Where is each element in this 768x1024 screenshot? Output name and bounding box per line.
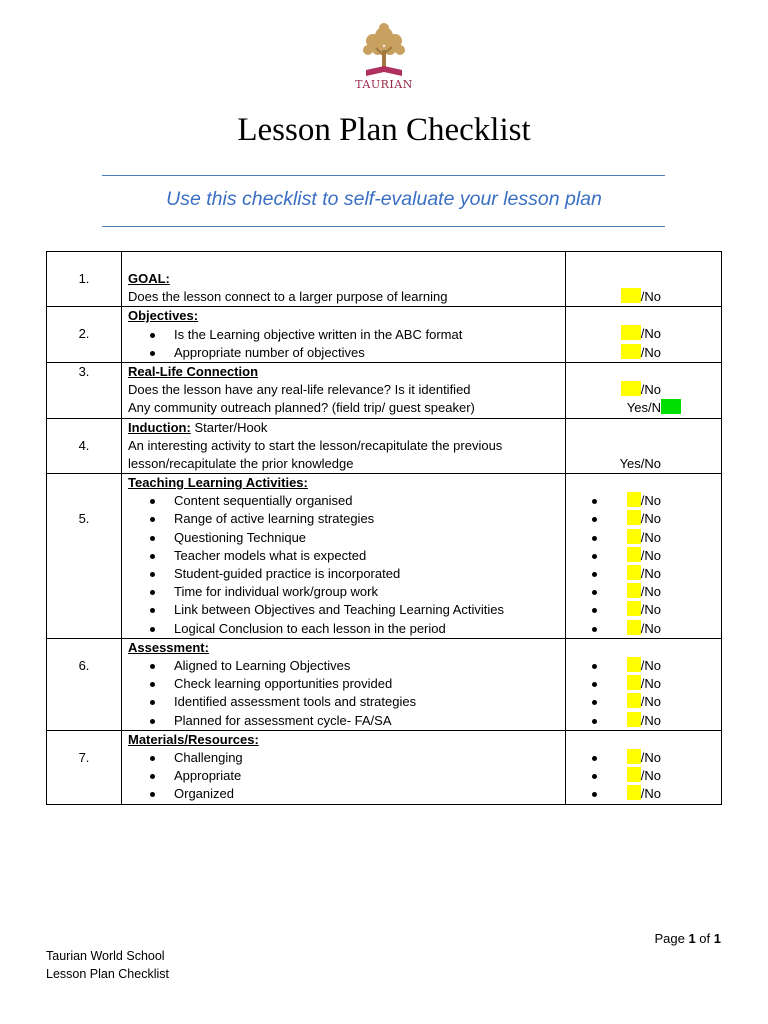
row-description bbox=[122, 307, 566, 363]
row-number: 1. bbox=[47, 252, 122, 307]
bottom-divider bbox=[102, 226, 665, 227]
criterion-item: Appropriate number of objectives bbox=[128, 344, 565, 362]
yes-highlight bbox=[627, 510, 641, 525]
answer-item bbox=[566, 529, 661, 547]
answer-text: /No bbox=[640, 694, 661, 710]
answer-cell bbox=[566, 252, 722, 307]
answer-item bbox=[566, 712, 661, 730]
answer-cell bbox=[566, 730, 722, 804]
answer-item bbox=[566, 693, 661, 711]
criterion-item: Content sequentially organised bbox=[128, 492, 565, 510]
answer-text: /No bbox=[640, 511, 661, 527]
criterion-item: Appropriate bbox=[128, 767, 565, 785]
answer-cell bbox=[566, 638, 722, 730]
section-header: Real-Life Connection bbox=[128, 363, 259, 379]
page-number: Page 1 of 1 bbox=[654, 931, 721, 946]
answer-text: Yes/N bbox=[626, 400, 661, 416]
yes-highlight bbox=[627, 693, 641, 708]
criterion-text: Any community outreach planned? (field trip/ guest speaker) bbox=[128, 400, 475, 416]
row-number: 4. bbox=[47, 418, 122, 474]
row-number: 2. bbox=[47, 307, 122, 363]
section-header: Assessment: bbox=[128, 639, 209, 655]
table-row bbox=[47, 638, 722, 730]
row-description bbox=[122, 252, 566, 307]
answer-text: /No bbox=[640, 529, 661, 545]
criterion-item: Planned for assessment cycle- FA/SA bbox=[128, 712, 565, 730]
row-number: 6. bbox=[47, 638, 122, 730]
row-number: 3. bbox=[47, 362, 122, 418]
answer-item bbox=[566, 601, 661, 619]
footer bbox=[46, 947, 169, 983]
criterion-item: Identified assessment tools and strategies bbox=[128, 693, 565, 711]
table-row bbox=[47, 418, 722, 474]
criterion-text: An interesting activity to start the lesson/recapitulate the previous bbox=[128, 437, 503, 453]
yes-highlight bbox=[627, 620, 641, 635]
answer-cell bbox=[566, 474, 722, 639]
yes-highlight bbox=[627, 565, 641, 580]
answer-text: /No bbox=[640, 657, 661, 673]
row-description bbox=[122, 474, 566, 639]
criterion-item: Student-guided practice is incorporated bbox=[128, 565, 565, 583]
logo-text: TAURIAN bbox=[355, 78, 413, 91]
criterion-item: Aligned to Learning Objectives bbox=[128, 657, 565, 675]
yes-highlight bbox=[627, 547, 641, 562]
answer-text: /No bbox=[640, 289, 661, 304]
answer-item bbox=[566, 785, 661, 803]
table-row bbox=[47, 307, 722, 363]
row-description: Induction: Starter/Hook An interesting activity to start the lesson/recapitulate the previous lesson/recapitulate the prior knowledge bbox=[122, 418, 566, 474]
table-row bbox=[47, 252, 722, 307]
answer-item bbox=[566, 583, 661, 601]
criterion-text: Does the lesson connect to a larger purpose of learning bbox=[128, 289, 448, 305]
section-header: Induction: bbox=[128, 419, 191, 435]
tree-book-icon bbox=[358, 22, 410, 78]
answer-text: /No bbox=[640, 326, 661, 342]
footer-doc-name: Lesson Plan Checklist bbox=[46, 967, 169, 981]
yes-highlight bbox=[627, 492, 641, 507]
criterion-item: Logical Conclusion to each lesson in the period bbox=[128, 620, 565, 638]
yes-highlight bbox=[627, 785, 641, 800]
answer-item bbox=[566, 565, 661, 583]
footer-school: Taurian World School bbox=[46, 949, 165, 963]
answer-cell bbox=[566, 307, 722, 363]
answer-cell bbox=[566, 418, 722, 474]
yes-highlight bbox=[627, 675, 641, 690]
checklist-table bbox=[46, 251, 722, 805]
criterion-text: lesson/recapitulate the prior knowledge bbox=[128, 455, 354, 471]
criterion-item: Challenging bbox=[128, 749, 565, 767]
yes-highlight bbox=[627, 712, 641, 727]
answer-item bbox=[566, 547, 661, 565]
top-divider bbox=[102, 175, 665, 176]
answer-text: /No bbox=[640, 493, 661, 509]
answer-item bbox=[566, 749, 661, 767]
section-header: Materials/Resources: bbox=[128, 731, 259, 747]
answer-text: /No bbox=[640, 584, 661, 600]
row-number: 5. bbox=[47, 474, 122, 639]
yes-highlight bbox=[627, 601, 641, 616]
yes-highlight bbox=[627, 749, 641, 764]
answer-item bbox=[566, 510, 661, 528]
section-header: Objectives: bbox=[128, 308, 199, 324]
no-highlight bbox=[661, 399, 681, 414]
answer-text: /No bbox=[640, 676, 661, 692]
answer-text: /No bbox=[640, 602, 661, 618]
answer-cell bbox=[566, 362, 722, 418]
answer-text: /No bbox=[640, 768, 661, 784]
answer-text: Yes/No bbox=[619, 455, 661, 471]
criterion-item: Teacher models what is expected bbox=[128, 547, 565, 565]
answer-item bbox=[566, 657, 661, 675]
row-description bbox=[122, 730, 566, 804]
section-header: Teaching Learning Activities: bbox=[128, 475, 308, 491]
yes-highlight bbox=[627, 657, 641, 672]
criterion-item: Organized bbox=[128, 785, 565, 803]
answer-item bbox=[566, 767, 661, 785]
yes-highlight bbox=[627, 529, 641, 544]
table-row bbox=[47, 362, 722, 418]
answer-text: /No bbox=[640, 749, 661, 765]
answer-text: /No bbox=[640, 620, 661, 636]
yes-highlight bbox=[627, 583, 641, 598]
answer-text: /No bbox=[640, 547, 661, 563]
criterion-item: Is the Learning objective written in the ABC format bbox=[128, 326, 565, 344]
yes-highlight bbox=[621, 288, 641, 303]
answer-text: /No bbox=[640, 566, 661, 581]
answer-text: /No bbox=[640, 786, 661, 802]
criterion-text: Does the lesson have any real-life relevance? Is it identified bbox=[128, 382, 471, 398]
subtitle: Use this checklist to self-evaluate your lesson plan bbox=[166, 188, 602, 210]
answer-item bbox=[566, 620, 661, 638]
criterion-item: Link between Objectives and Teaching Learning Activities bbox=[128, 601, 565, 619]
row-number: 7. bbox=[47, 730, 122, 804]
row-description bbox=[122, 362, 566, 418]
section-header: GOAL: bbox=[128, 271, 170, 286]
answer-text: /No bbox=[640, 344, 661, 360]
criterion-item: Time for individual work/group work bbox=[128, 583, 565, 601]
answer-text: /No bbox=[640, 712, 661, 728]
school-logo bbox=[350, 22, 418, 98]
criterion-item: Check learning opportunities provided bbox=[128, 675, 565, 693]
yes-highlight bbox=[627, 767, 641, 782]
row-description bbox=[122, 638, 566, 730]
table-row bbox=[47, 474, 722, 639]
answer-item bbox=[566, 492, 661, 510]
answer-item bbox=[566, 675, 661, 693]
table-row bbox=[47, 730, 722, 804]
criterion-item: Questioning Technique bbox=[128, 529, 565, 547]
answer-text: /No bbox=[640, 381, 661, 397]
criterion-item: Range of active learning strategies bbox=[128, 510, 565, 528]
page-title: Lesson Plan Checklist bbox=[237, 112, 531, 148]
